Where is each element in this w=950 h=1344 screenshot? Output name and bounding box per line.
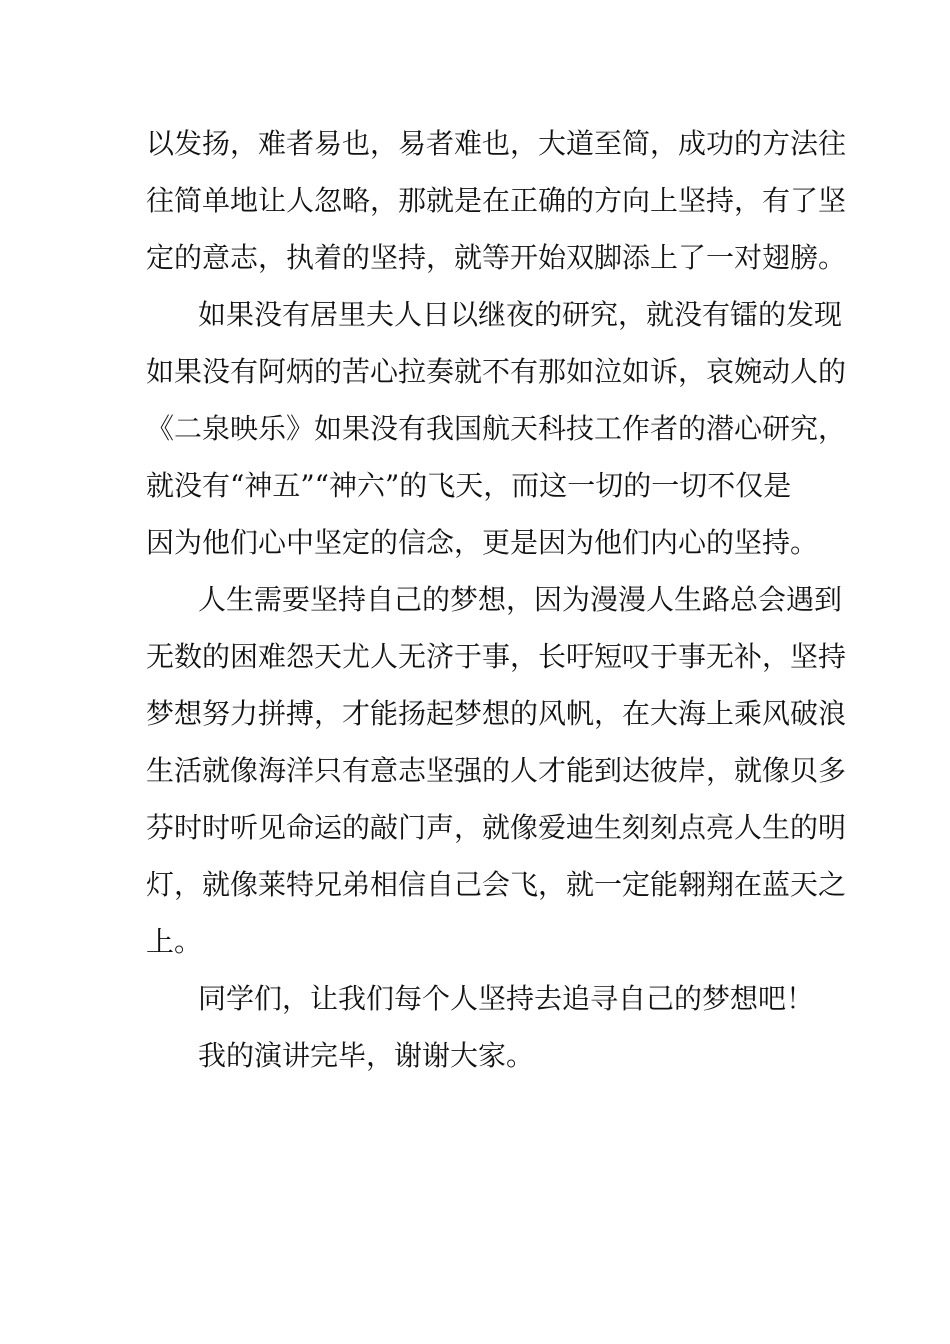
text-line: 以发扬，难者易也，易者难也，大道至简，成功的方法往 — [146, 127, 847, 160]
text-line: 因为他们心中坚定的信念，更是因为他们内心的坚持。 — [146, 526, 819, 559]
text-line: 定的意志，执着的坚持，就等开始双脚添上了一对翅膀。 — [146, 241, 847, 274]
paragraph-start-line: 如果没有居里夫人日以继夜的研究，就没有镭的发现 — [198, 298, 843, 331]
text-line: 生活就像海洋只有意志坚强的人才能到达彼岸，就像贝多 — [146, 754, 847, 787]
text-line: 如果没有阿炳的苦心拉奏就不有那如泣如诉，哀婉动人的 — [146, 355, 847, 388]
paragraph-start-line: 我的演讲完毕，谢谢大家。 — [198, 1039, 535, 1072]
text-line: 梦想努力拼搏，才能扬起梦想的风帆，在大海上乘风破浪 — [146, 697, 847, 730]
paragraph-start-line: 人生需要坚持自己的梦想，因为漫漫人生路总会遇到 — [198, 583, 843, 616]
text-line: 无数的困难怨天尤人无济于事，长吁短叹于事无补，坚持 — [146, 640, 847, 673]
text-line: 上。 — [146, 925, 203, 958]
paragraph-start-line: 同学们，让我们每个人坚持去追寻自己的梦想吧！ — [198, 982, 815, 1015]
speech-body — [146, 115, 847, 1084]
text-line: 就没有“神五”“神六”的飞天，而这一切的一切不仅是 — [146, 469, 792, 502]
text-line: 往简单地让人忽略，那就是在正确的方向上坚持，有了坚 — [146, 184, 847, 217]
text-line: 芬时时听见命运的敲门声，就像爱迪生刻刻点亮人生的明 — [146, 811, 847, 844]
text-line: 《二泉映乐》如果没有我国航天科技工作者的潜心研究， — [146, 412, 847, 445]
text-line: 灯，就像莱特兄弟相信自己会飞，就一定能翱翔在蓝天之 — [146, 868, 847, 901]
